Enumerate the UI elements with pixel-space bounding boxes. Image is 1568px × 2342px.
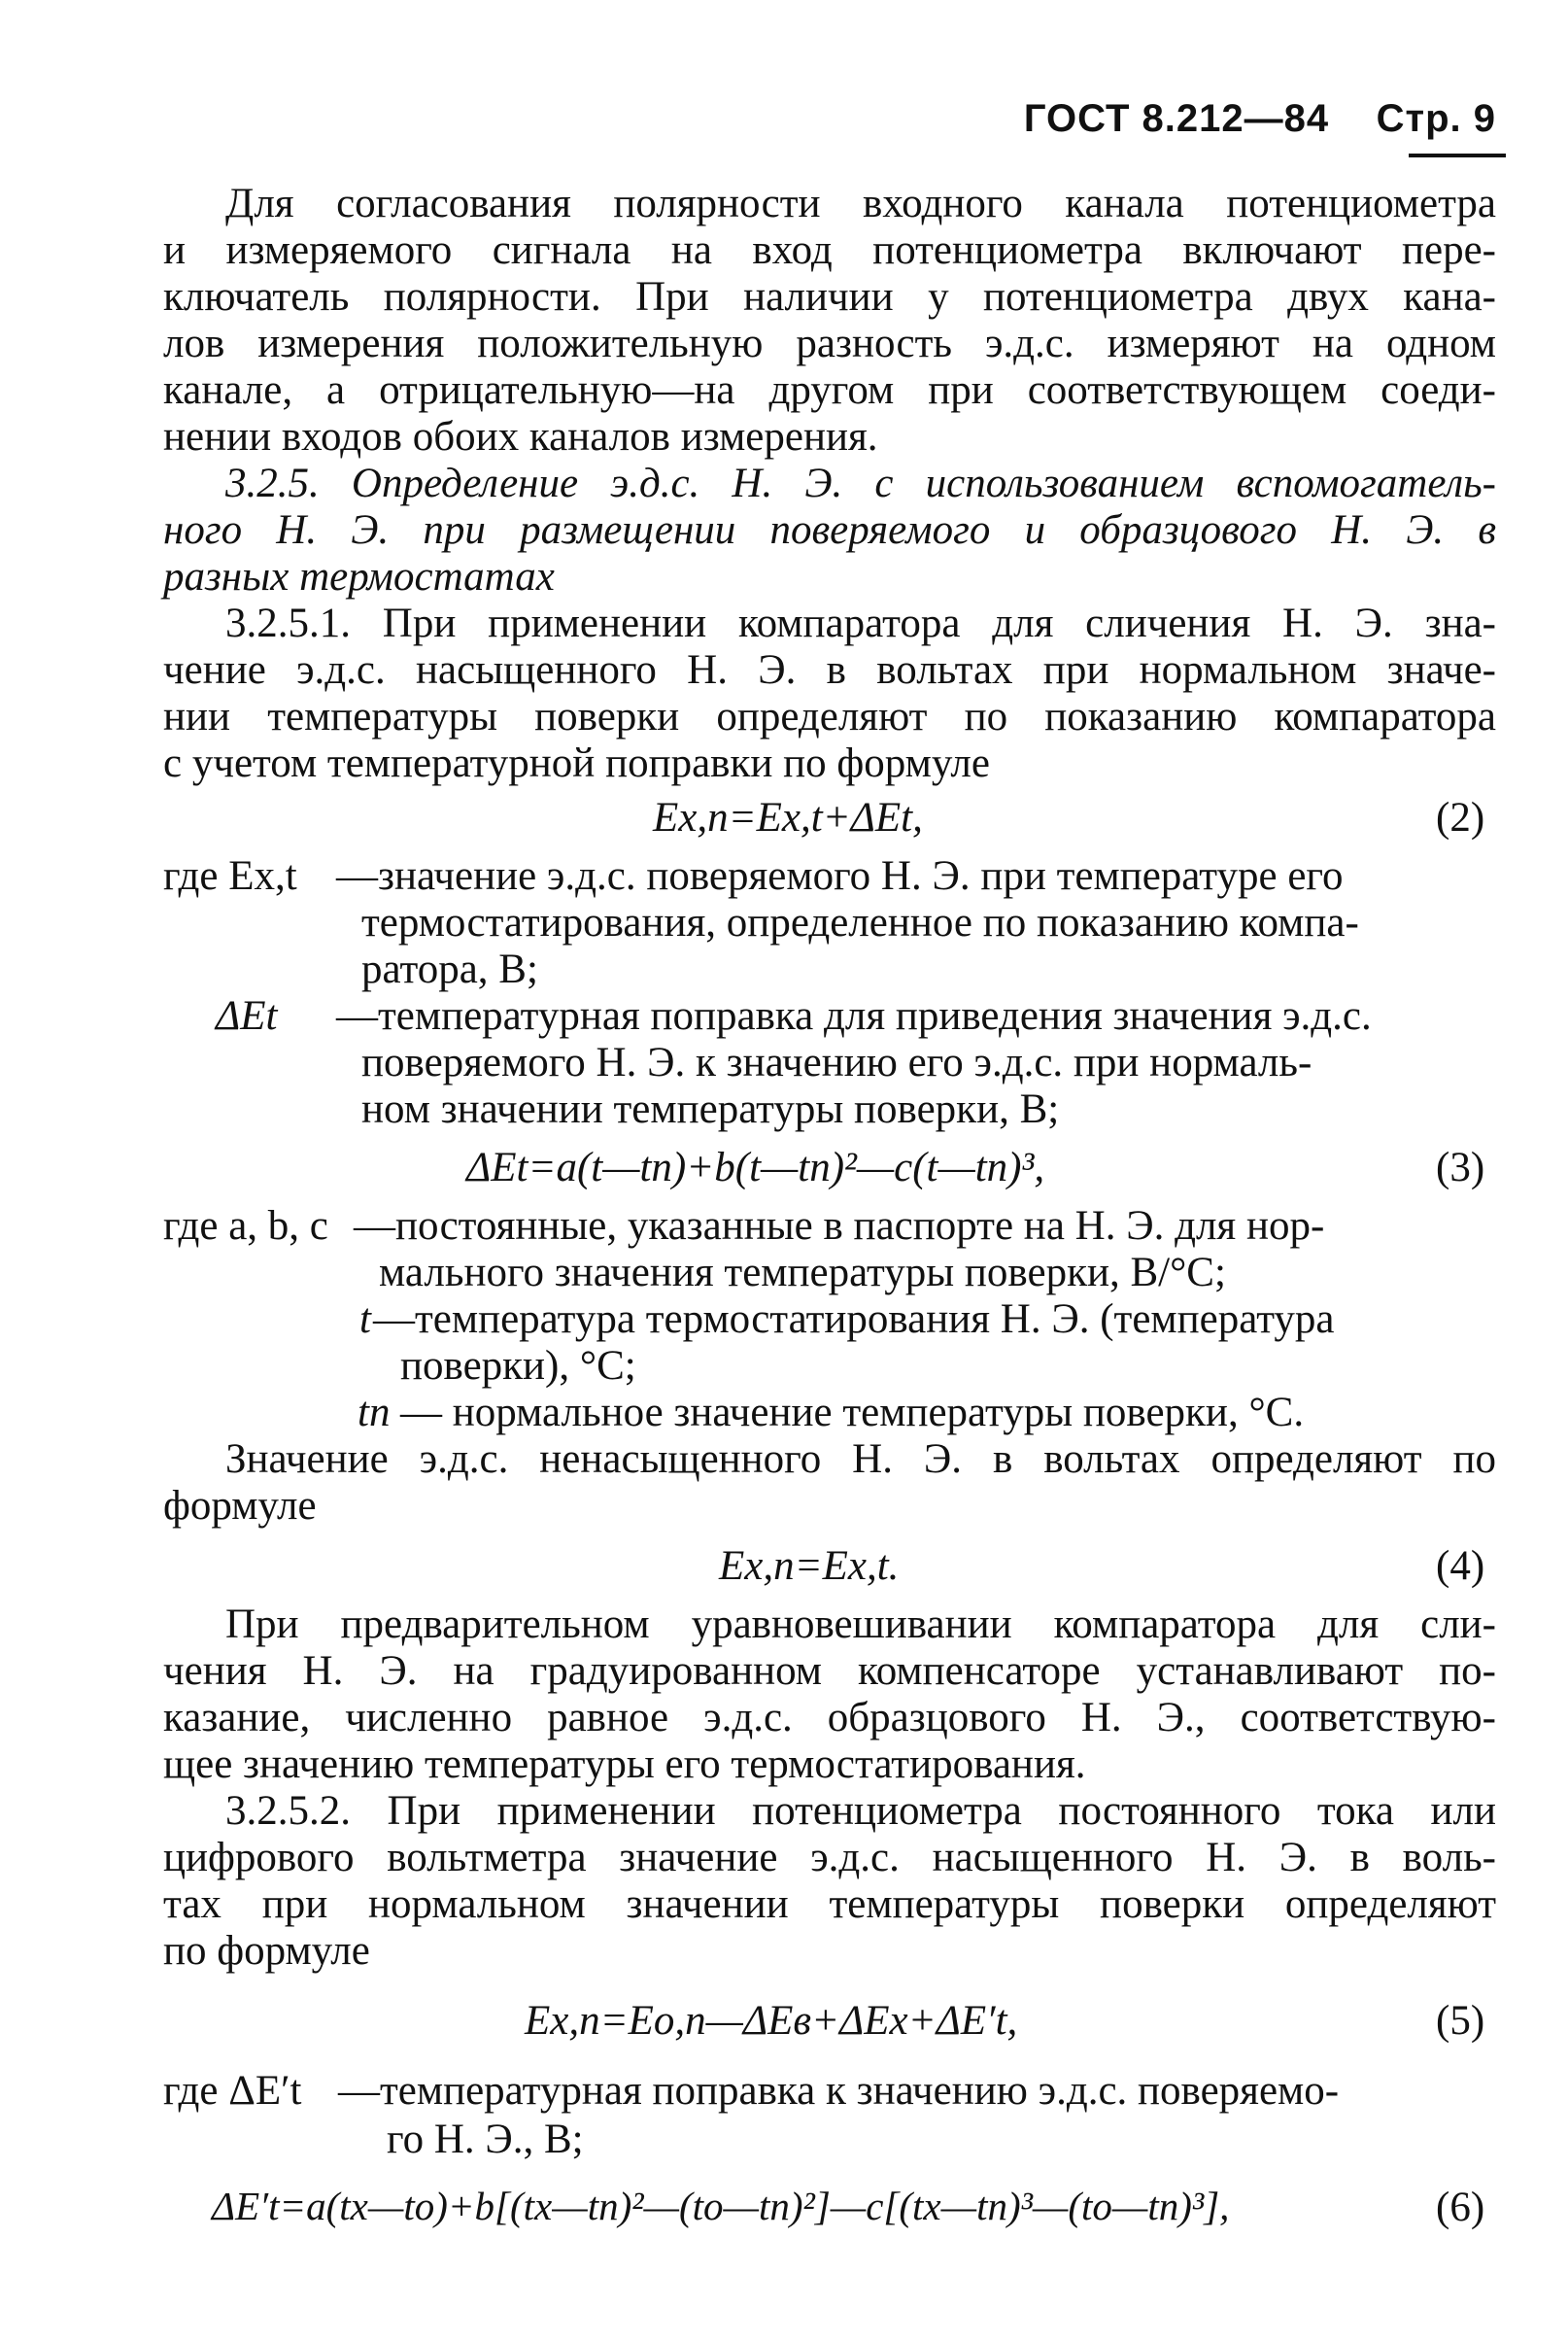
text-line: Значение э.д.с. ненасыщенного Н. Э. в вольтах определяют по	[225, 1436, 1496, 1482]
where-symbol: ΔEt	[216, 993, 278, 1039]
text-line: ключатель полярности. При наличии у потенциометра двух кана-	[163, 274, 1496, 320]
text-line: —значение э.д.с. поверяемого Н. Э. при температуре его	[336, 853, 1344, 899]
formula-3: ΔEt=a(t—tп)+b(t—tп)²—c(t—tп)³,	[466, 1145, 1045, 1190]
text-line: 3.2.5. Определение э.д.с. Н. Э. с использованием вспомогатель-	[225, 461, 1496, 506]
equation-number: (6)	[1436, 2185, 1485, 2230]
formula-6: ΔE′t=a(tx—to)+b[(tx—tп)²—(to—tп)²]—c[(tx—tп)³—(to—tп)³],	[212, 2184, 1230, 2228]
text-line: термостатирования, определенное по показанию компа-	[361, 900, 1359, 946]
text-line: ратора, В;	[361, 947, 538, 992]
text-line: тах при нормальном значении температуры поверки определяют	[163, 1881, 1496, 1927]
text-line: с учетом температурной поправки по формуле	[163, 740, 990, 786]
gost-number: ГОСТ 8.212—84	[1023, 97, 1330, 140]
equation-number: (3)	[1436, 1145, 1485, 1190]
text-line: 3.2.5.2. При применении потенциометра постоянного тока или	[225, 1788, 1496, 1834]
text-line: —температурная поправка к значению э.д.с. поверяемо-	[338, 2068, 1340, 2114]
formula-2: Ex,п=Ex,t+ΔEt,	[653, 795, 923, 841]
equation-number: (4)	[1436, 1543, 1485, 1589]
text-line: лов измерения положительную разность э.д.с. измеряют на одном	[163, 321, 1496, 366]
text-line: —температурная поправка для приведения значения э.д.с.	[336, 993, 1372, 1039]
text-line: нении входов обоих каналов измерения.	[163, 414, 878, 460]
text-line: поверяемого Н. Э. к значению его э.д.с. при нормаль-	[361, 1040, 1312, 1085]
text-line: Для согласования полярности входного канала потенциометра	[225, 181, 1496, 226]
text-line: ном значении температуры поверки, В;	[361, 1086, 1060, 1132]
text-line: нии температуры поверки определяют по показанию компаратора	[163, 694, 1496, 740]
where-symbol: t	[359, 1296, 371, 1342]
where-symbol: tп	[358, 1390, 391, 1435]
text-line: канале, а отрицательную—на другом при соответствующем соеди-	[163, 367, 1496, 413]
text-line: разных термостатах	[163, 554, 555, 600]
where-symbol: где Ex,t	[163, 853, 297, 899]
text-line: и измеряемого сигнала на вход потенциометра включают пере-	[163, 227, 1496, 273]
text-line: поверки), °С;	[400, 1343, 636, 1389]
text-line: казание, численно равное э.д.с. образцового Н. Э., соответствую-	[163, 1695, 1496, 1740]
text-line: 3.2.5.1. При применении компаратора для сличения Н. Э. зна-	[225, 601, 1496, 646]
formula-4: Ex,п=Ex,t.	[719, 1543, 900, 1589]
text-line: формуле	[163, 1483, 317, 1529]
text-line: щее значению температуры его термостатирования.	[163, 1741, 1086, 1787]
where-symbol: где a, b, c	[163, 1203, 328, 1249]
text-line: ного Н. Э. при размещении поверяемого и образцового Н. Э. в	[163, 507, 1496, 553]
page-header	[1024, 97, 1496, 141]
text-line: —температура термостатирования Н. Э. (температура	[373, 1296, 1335, 1342]
text-line: мального значения температуры поверки, В/°С;	[379, 1250, 1226, 1295]
text-line: цифрового вольтметра значение э.д.с. насыщенного Н. Э. в воль-	[163, 1835, 1496, 1880]
text-line: При предварительном уравновешивании компаратора для сли-	[225, 1602, 1496, 1647]
text-line: —постоянные, указанные в паспорте на Н. Э. для нор-	[354, 1203, 1325, 1249]
equation-number: (2)	[1436, 795, 1485, 841]
formula-5: Ex,п=Eo,п—ΔEв+ΔEx+ΔE′t,	[525, 1998, 1018, 2044]
equation-number: (5)	[1436, 1998, 1485, 2044]
where-symbol: где ΔE′t	[163, 2068, 302, 2114]
page-number: Стр. 9	[1376, 97, 1496, 140]
text-line: — нормальное значение температуры поверки, °С.	[400, 1390, 1305, 1435]
text-line: по формуле	[163, 1928, 370, 1974]
text-line: го Н. Э., В;	[387, 2117, 584, 2162]
text-line: чения Н. Э. на градуированном компенсаторе устанавливают по-	[163, 1648, 1496, 1694]
text-line: чение э.д.с. насыщенного Н. Э. в вольтах при нормальном значе-	[163, 647, 1496, 693]
header-rule	[1409, 154, 1506, 157]
